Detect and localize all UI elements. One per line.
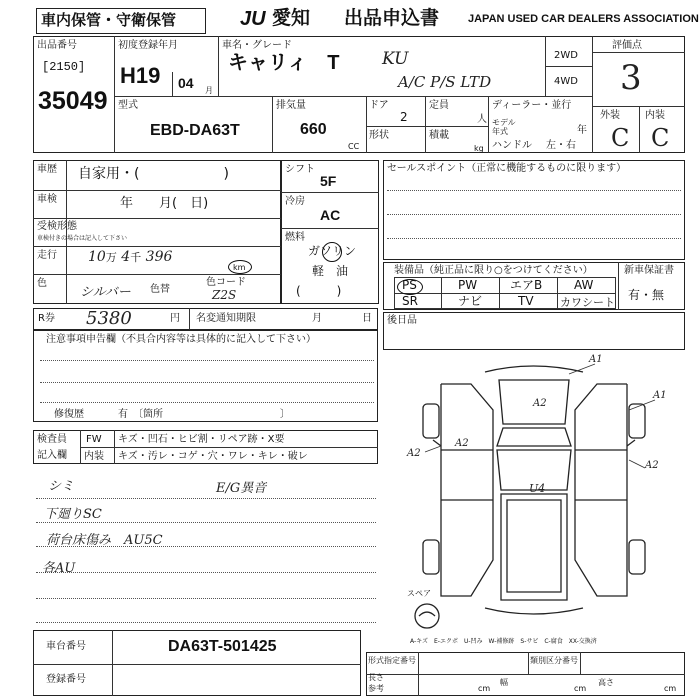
exterior-score: C bbox=[611, 124, 630, 152]
ac-label: 冷房 bbox=[285, 196, 305, 207]
capacity-unit: 人 bbox=[477, 114, 487, 125]
logo-mark: JU bbox=[240, 8, 266, 30]
equip-pw: PW bbox=[458, 278, 478, 292]
inspector-label-1: 検査員 bbox=[37, 434, 67, 445]
equip-leather: カワシート bbox=[560, 296, 615, 309]
length-unit: cm bbox=[478, 684, 491, 693]
repaint-label: 色替 bbox=[150, 284, 170, 295]
storage-label: 車内保管・守衛保管 bbox=[41, 12, 177, 29]
interior-check-label: 内装 bbox=[84, 451, 104, 462]
drive-2wd: 2WD bbox=[554, 50, 578, 61]
equip-airbag: エアB bbox=[510, 278, 543, 292]
mark-a2-left: A2 bbox=[407, 448, 421, 459]
color-code: Z2S bbox=[212, 288, 237, 302]
front-left-wheel bbox=[423, 404, 439, 438]
equip-tv: TV bbox=[518, 294, 534, 308]
first-reg-label: 初度登録年月 bbox=[118, 40, 178, 51]
fuel-label: 燃料 bbox=[285, 232, 305, 243]
mark-a2-hood: A2 bbox=[533, 398, 547, 409]
doc-title: 出品申込書 bbox=[344, 8, 440, 29]
mark-a1-front: A1 bbox=[589, 354, 603, 365]
name-change-month: 月 bbox=[312, 313, 322, 324]
remark-2: E/G異音 bbox=[216, 481, 267, 496]
car-options: A/C P/S LTD bbox=[398, 73, 492, 91]
right-side-panel bbox=[575, 384, 627, 596]
lot-label: 出品番号 bbox=[37, 40, 77, 51]
repair-end: 〕 bbox=[280, 409, 290, 420]
interior-check-text: キズ・汚レ・コゲ・穴・ワレ・キレ・破レ bbox=[118, 451, 308, 462]
handle-label: ハンドル bbox=[492, 140, 532, 151]
mileage-label: 走行 bbox=[37, 250, 57, 261]
ref-label-1: 参考 bbox=[368, 684, 384, 693]
storage-box bbox=[36, 8, 206, 34]
model-value: EBD-DA63T bbox=[150, 122, 240, 139]
cargo-bed bbox=[501, 494, 567, 600]
fuel-gasoline: ガソリン bbox=[308, 244, 357, 258]
doors-value: 2 bbox=[400, 110, 408, 124]
width-label: 幅 bbox=[500, 678, 508, 687]
spec-no-label: 形式指定番号 bbox=[368, 656, 416, 665]
rear-bumper bbox=[485, 608, 583, 614]
rear-left-wheel bbox=[423, 540, 439, 574]
chassis-label: 車台番号 bbox=[46, 641, 86, 652]
recycle-unit: 円 bbox=[170, 313, 180, 324]
inspection-value: 年 月( 日) bbox=[120, 196, 209, 211]
history-label: 車歴 bbox=[37, 164, 57, 175]
damage-diagram bbox=[383, 350, 685, 640]
name-change-day: 日 bbox=[362, 313, 372, 324]
score-label: 評価点 bbox=[612, 40, 642, 51]
recycle-label: R券 bbox=[38, 313, 55, 324]
mileage-value: 10万 4千 396 bbox=[88, 249, 173, 265]
sales-points-label: セールスポイント（正常に機能するものに限ります） bbox=[387, 163, 627, 174]
dealer-label: ディーラー・並行 bbox=[492, 100, 572, 111]
history-value: 自家用・( ) bbox=[78, 166, 229, 182]
color-code-label: 色コード bbox=[206, 277, 246, 288]
doors-label: ドア bbox=[369, 100, 389, 111]
front-bumper bbox=[485, 366, 583, 372]
first-reg-month-unit: 月 bbox=[205, 86, 213, 95]
capacity-label: 定員 bbox=[429, 100, 449, 111]
warranty-value: 有・無 bbox=[628, 288, 665, 302]
reception-label: 受検形態 bbox=[37, 221, 77, 232]
gasoline-circle bbox=[322, 242, 342, 262]
mark-a2-door: A2 bbox=[455, 438, 469, 449]
recycle-value: 5380 bbox=[86, 308, 132, 329]
drive-4wd: 4WD bbox=[554, 76, 578, 87]
equip-navi: ナビ bbox=[458, 294, 483, 308]
left-side-panel bbox=[441, 384, 493, 596]
model-year-label: モデル 年式 bbox=[492, 118, 516, 136]
height-label: 高さ bbox=[598, 678, 614, 687]
load-label: 積載 bbox=[429, 130, 449, 141]
interior-label: 内装 bbox=[645, 110, 665, 121]
spare-label: スペア bbox=[407, 589, 431, 598]
sales-points-box bbox=[383, 160, 685, 260]
repair-value: 有 〔箇所 bbox=[118, 409, 163, 420]
chassis-value: DA63T-501425 bbox=[168, 638, 277, 655]
vehicle-info-grid bbox=[33, 36, 685, 153]
first-reg-era: H19 bbox=[120, 63, 161, 88]
inspector-label-2: 記入欄 bbox=[37, 450, 67, 461]
name-change-label: 名変通知期限 bbox=[196, 313, 256, 324]
plate-label: 登録番号 bbox=[46, 674, 86, 685]
cargo-floor bbox=[507, 500, 561, 592]
interior-score: C bbox=[651, 124, 670, 152]
brand-name: 愛知 bbox=[272, 8, 311, 29]
car-grade: KU bbox=[382, 49, 409, 69]
inspection-label: 車検 bbox=[37, 194, 57, 205]
car-name: キャリィ T bbox=[228, 52, 340, 74]
color-value: シルバー bbox=[80, 285, 131, 300]
score-value: 3 bbox=[620, 58, 642, 98]
mark-u4: U4 bbox=[529, 482, 546, 495]
lot-code: [2150] bbox=[42, 60, 86, 74]
remark-5: 各AU bbox=[42, 561, 76, 576]
displacement-value: 660 bbox=[300, 121, 327, 138]
reception-note: 車検付きの場合は記入して下さい bbox=[37, 235, 128, 242]
car-name-label: 車名・グレード bbox=[222, 40, 292, 51]
shape-label: 形状 bbox=[369, 130, 389, 141]
equip-ps: PS bbox=[402, 278, 417, 292]
lot-number: 35049 bbox=[38, 87, 108, 115]
fuel-diesel: 軽 油 bbox=[312, 264, 349, 278]
length-label: 長さ bbox=[368, 673, 384, 682]
equip-sr: SR bbox=[402, 294, 418, 308]
height-unit: cm bbox=[664, 684, 677, 693]
spare-tire bbox=[415, 604, 439, 628]
fw-label: FW bbox=[86, 434, 102, 445]
remark-4: 荷台床傷み AU5C bbox=[46, 533, 163, 548]
notes-label: 注意事項申告欄（不具合内容等は具体的に記入して下さい） bbox=[46, 334, 316, 345]
exterior-label: 外装 bbox=[600, 110, 620, 121]
rear-day-box bbox=[383, 312, 685, 350]
ac-value: AC bbox=[320, 207, 341, 223]
shift-label: シフト bbox=[285, 164, 315, 175]
handle-options: 左・右 bbox=[546, 140, 576, 151]
mileage-unit: km bbox=[233, 263, 246, 272]
model-year-unit: 年 bbox=[577, 125, 587, 136]
equipment-label: 装備品（純正品に限り○をつけてください） bbox=[394, 265, 593, 276]
association-name: JAPAN USED CAR DEALERS ASSOCIATION bbox=[468, 13, 699, 25]
width-unit: cm bbox=[574, 684, 587, 693]
model-label: 型式 bbox=[118, 100, 138, 111]
mark-a2-right: A2 bbox=[645, 460, 659, 471]
repair-label: 修復歴 bbox=[54, 409, 84, 420]
damage-legend: A-キズ E-エクボ U-凹み W-補修跡 S-サビ C-腐食 XX-交換済 bbox=[410, 638, 597, 645]
windshield bbox=[497, 428, 571, 446]
remark-1: シミ bbox=[48, 479, 75, 494]
equip-aw: AW bbox=[574, 278, 594, 292]
first-reg-month: 04 bbox=[178, 75, 194, 91]
fuel-other: ( ) bbox=[296, 284, 342, 298]
displacement-label: 排気量 bbox=[276, 100, 306, 111]
mark-a1-right: A1 bbox=[653, 390, 667, 401]
color-label: 色 bbox=[37, 278, 47, 289]
remark-3: 下廻りSC bbox=[44, 507, 102, 522]
rear-day-label: 後日品 bbox=[387, 315, 417, 326]
rear-right-wheel bbox=[629, 540, 645, 574]
shift-value: 5F bbox=[320, 173, 337, 189]
fw-text: キズ・凹石・ヒビ割・リペア跡・X要 bbox=[118, 434, 285, 445]
warranty-label: 新車保証書 bbox=[624, 265, 674, 276]
class-no-label: 類別区分番号 bbox=[530, 656, 578, 665]
load-unit: kg bbox=[474, 144, 484, 153]
displacement-unit: CC bbox=[348, 142, 360, 151]
ps-circle bbox=[397, 279, 423, 295]
